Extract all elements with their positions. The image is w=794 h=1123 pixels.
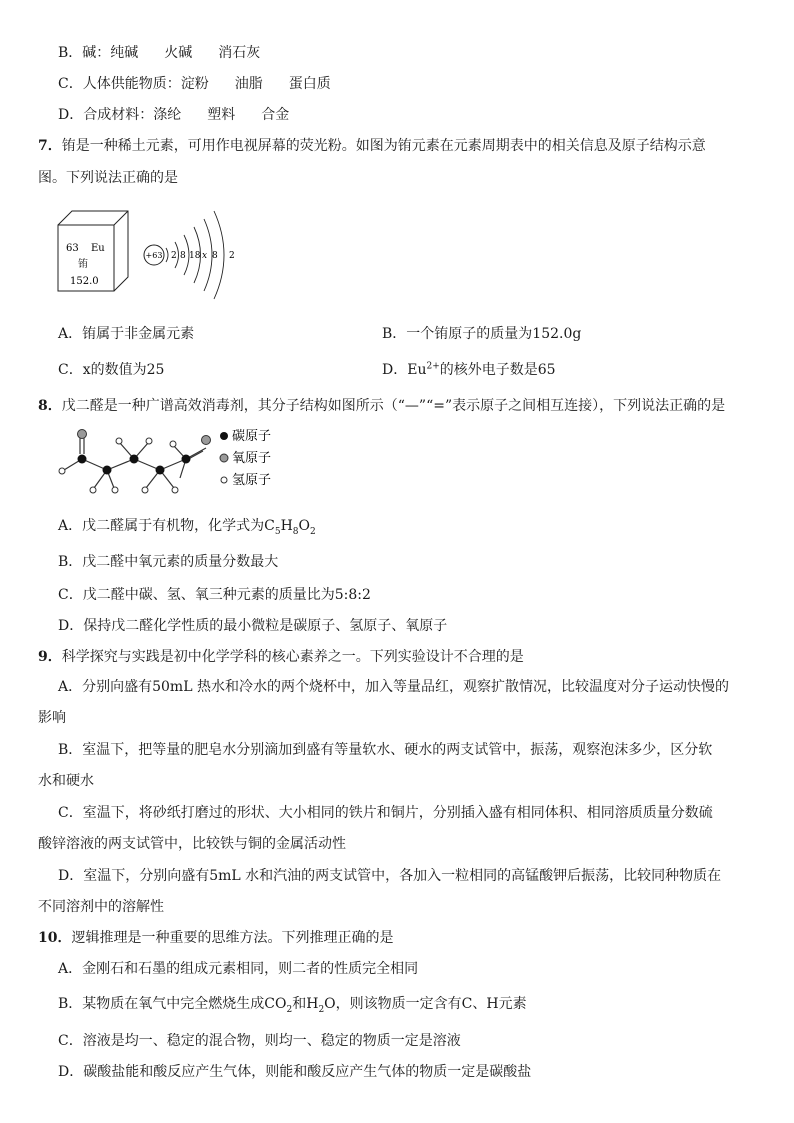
option-text: 和H <box>292 996 319 1012</box>
hydrogen-atom <box>170 441 176 447</box>
option-text: D．室温下，分别向盛有5mL 水和汽油的两支试管中，各加入一粒相同的高锰酸钾后振荡，比较同种物质在 <box>58 868 722 884</box>
hydrogen-atom <box>116 438 122 444</box>
hydrogen-atom <box>172 487 178 493</box>
option-text: A．金刚石和石墨的组成元素相同，则二者的性质完全相同 <box>58 961 419 977</box>
question-text: 科学探究与实践是初中化学学科的核心素养之一。下列实验设计不合理的是 <box>61 649 524 665</box>
carbon-atom <box>78 455 87 464</box>
q8-option-d <box>58 616 447 636</box>
option-text: B．室温下，把等量的肥皂水分别滴加到盛有等量软水、硬水的两支试管中，振荡，观察泡沫多少，区分软 <box>58 742 713 758</box>
option-item: 涤纶 <box>153 107 182 123</box>
option-text: 的核外电子数是65 <box>439 362 556 378</box>
q9-option-d-cont <box>38 897 164 917</box>
shell-count: 2 <box>229 251 235 261</box>
option-text: C．溶液是均一、稳定的混合物，则均一、稳定的物质一定是溶液 <box>58 1033 461 1049</box>
molecule-figure <box>50 426 290 502</box>
option-text: A．铕属于非金属元素 <box>58 326 195 342</box>
option-text: 水和硬水 <box>38 773 94 789</box>
option-item: 合金 <box>261 107 290 123</box>
q7-option-d <box>382 360 556 380</box>
option-text: D．碳酸盐能和酸反应产生气体，则能和酸反应产生气体的物质一定是碳酸盐 <box>58 1064 532 1080</box>
subscript: 2 <box>310 526 316 537</box>
hydrogen-atom <box>142 487 148 493</box>
q10-option-d <box>58 1062 531 1082</box>
option-text: O <box>298 518 310 534</box>
q9-stem <box>38 647 524 667</box>
q7-option-c <box>58 360 164 380</box>
legend-carbon-label: 碳原子 <box>232 429 272 444</box>
hydrogen-atom <box>90 487 96 493</box>
legend-oxygen-label: 氧原子 <box>232 451 272 466</box>
hydrogen-atom <box>146 438 152 444</box>
option-text: B．一个铕原子的质量为152.0g <box>382 326 582 342</box>
option-item: 油脂 <box>234 76 263 92</box>
subscript: 8 <box>292 526 299 537</box>
legend-hydrogen-dot <box>221 477 227 483</box>
legend-hydrogen-label: 氢原子 <box>232 473 272 488</box>
option-text: C．x的数值为25 <box>58 362 165 378</box>
question-number: 9． <box>38 649 62 665</box>
shell-count: x <box>202 251 208 261</box>
option-item: 纯碱 <box>110 45 139 61</box>
question-number: 7． <box>38 138 62 154</box>
oxygen-atom <box>78 430 87 439</box>
shell-arc <box>166 248 168 262</box>
option-text: A．分别向盛有50mL 热水和冷水的两个烧杯中，加入等量品红，观察扩散情况，比较温度对分子运动快慢的 <box>58 679 729 695</box>
option-text: 影响 <box>38 710 66 726</box>
subscript: 5 <box>274 526 281 537</box>
element-symbol: Eu <box>91 243 105 254</box>
q8-option-b <box>58 552 278 572</box>
carbon-atom <box>182 455 191 464</box>
question-number: 8． <box>38 398 62 414</box>
q10-option-a <box>58 959 418 979</box>
subscript: 2 <box>286 1004 293 1015</box>
eu-figure <box>52 203 252 303</box>
option-text: B．戊二醛中氧元素的质量分数最大 <box>58 554 279 570</box>
legend-oxygen-dot <box>220 454 228 462</box>
q10-stem <box>38 928 393 948</box>
option-text: B．碱： <box>58 45 111 61</box>
option-text: D．合成材料： <box>58 107 154 123</box>
q9-option-b <box>58 740 712 760</box>
atoms <box>59 430 211 494</box>
q8-stem <box>38 396 725 416</box>
hydrogen-atom <box>59 468 65 474</box>
element-name: 铕 <box>78 259 88 270</box>
option-item: 淀粉 <box>180 76 209 92</box>
question-text: 逻辑推理是一种重要的思维方法。下列推理正确的是 <box>71 930 394 946</box>
q10-option-c <box>58 1031 461 1051</box>
q9-option-a <box>58 677 729 697</box>
option-item: 塑料 <box>207 107 236 123</box>
q10-option-b <box>58 994 527 1014</box>
ion-charge: 2+ <box>426 361 440 372</box>
atomic-mass: 152.0 <box>70 276 99 287</box>
molecule-legend <box>220 428 271 488</box>
option-text: A．戊二醛属于有机物，化学式为C <box>58 518 275 534</box>
shell-count: 2 <box>171 251 177 261</box>
question-number: 10． <box>38 930 72 946</box>
hydrogen-atom <box>112 487 118 493</box>
prev-option-b <box>58 43 260 63</box>
question-text: 图。下列说法正确的是 <box>38 170 178 186</box>
option-text: C．人体供能物质： <box>58 76 181 92</box>
carbon-atom <box>130 455 139 464</box>
option-item: 消石灰 <box>218 45 261 61</box>
option-text: D．保持戊二醛化学性质的最小微粒是碳原子、氢原子、氧原子 <box>58 618 448 634</box>
atomic-number: 63 <box>66 243 79 254</box>
q7-stem <box>38 136 706 156</box>
carbon-atom <box>103 466 112 475</box>
q8-option-a <box>58 516 316 536</box>
option-text: O，则该物质一定含有C、H元素 <box>324 996 527 1012</box>
prev-option-d <box>58 105 289 125</box>
option-text: D．Eu <box>382 362 427 378</box>
option-text: 不同溶剂中的溶解性 <box>38 899 164 915</box>
option-text: C．戊二醛中碳、氢、氧三种元素的质量比为5:8:2 <box>58 587 371 603</box>
periodic-cell <box>58 211 128 291</box>
legend-carbon-dot <box>220 432 228 440</box>
option-item: 蛋白质 <box>288 76 331 92</box>
option-text: B．某物质在氧气中完全燃烧生成CO <box>58 996 287 1012</box>
q7-option-b <box>382 324 581 344</box>
option-item: 火碱 <box>164 45 193 61</box>
atom-structure <box>144 211 235 299</box>
q9-option-c-cont <box>38 834 346 854</box>
question-text: 戊二醛是一种广谱高效消毒剂，其分子结构如图所示（“—”“=”表示原子之间相互连接），下列说法正确的是 <box>61 398 726 414</box>
q7-stem-cont <box>38 168 178 188</box>
q7-option-a <box>58 324 194 344</box>
question-text: 铕是一种稀土元素，可用作电视屏幕的荧光粉。如图为铕元素在元素周期表中的相关信息及原子结构示意 <box>61 138 706 154</box>
oxygen-atom <box>202 436 211 445</box>
q9-option-b-cont <box>38 771 94 791</box>
prev-option-c <box>58 74 331 94</box>
q9-option-d <box>58 866 721 886</box>
q8-option-c <box>58 585 371 605</box>
option-text: H <box>280 518 293 534</box>
nucleus-charge: +63 <box>145 251 163 260</box>
shell-count: 18 <box>189 251 201 261</box>
shell-count: 8 <box>180 251 186 261</box>
carbon-atom <box>156 466 165 475</box>
option-text: C．室温下，将砂纸打磨过的形状、大小相同的铁片和铜片，分别插入盛有相同体积、相同溶质质量分数硫 <box>58 805 713 821</box>
q9-option-c <box>58 803 713 823</box>
option-text: 酸锌溶液的两支试管中，比较铁与铜的金属活动性 <box>38 836 346 852</box>
q9-option-a-cont <box>38 708 66 728</box>
subscript: 2 <box>318 1004 325 1015</box>
shell-count: 8 <box>212 251 218 261</box>
